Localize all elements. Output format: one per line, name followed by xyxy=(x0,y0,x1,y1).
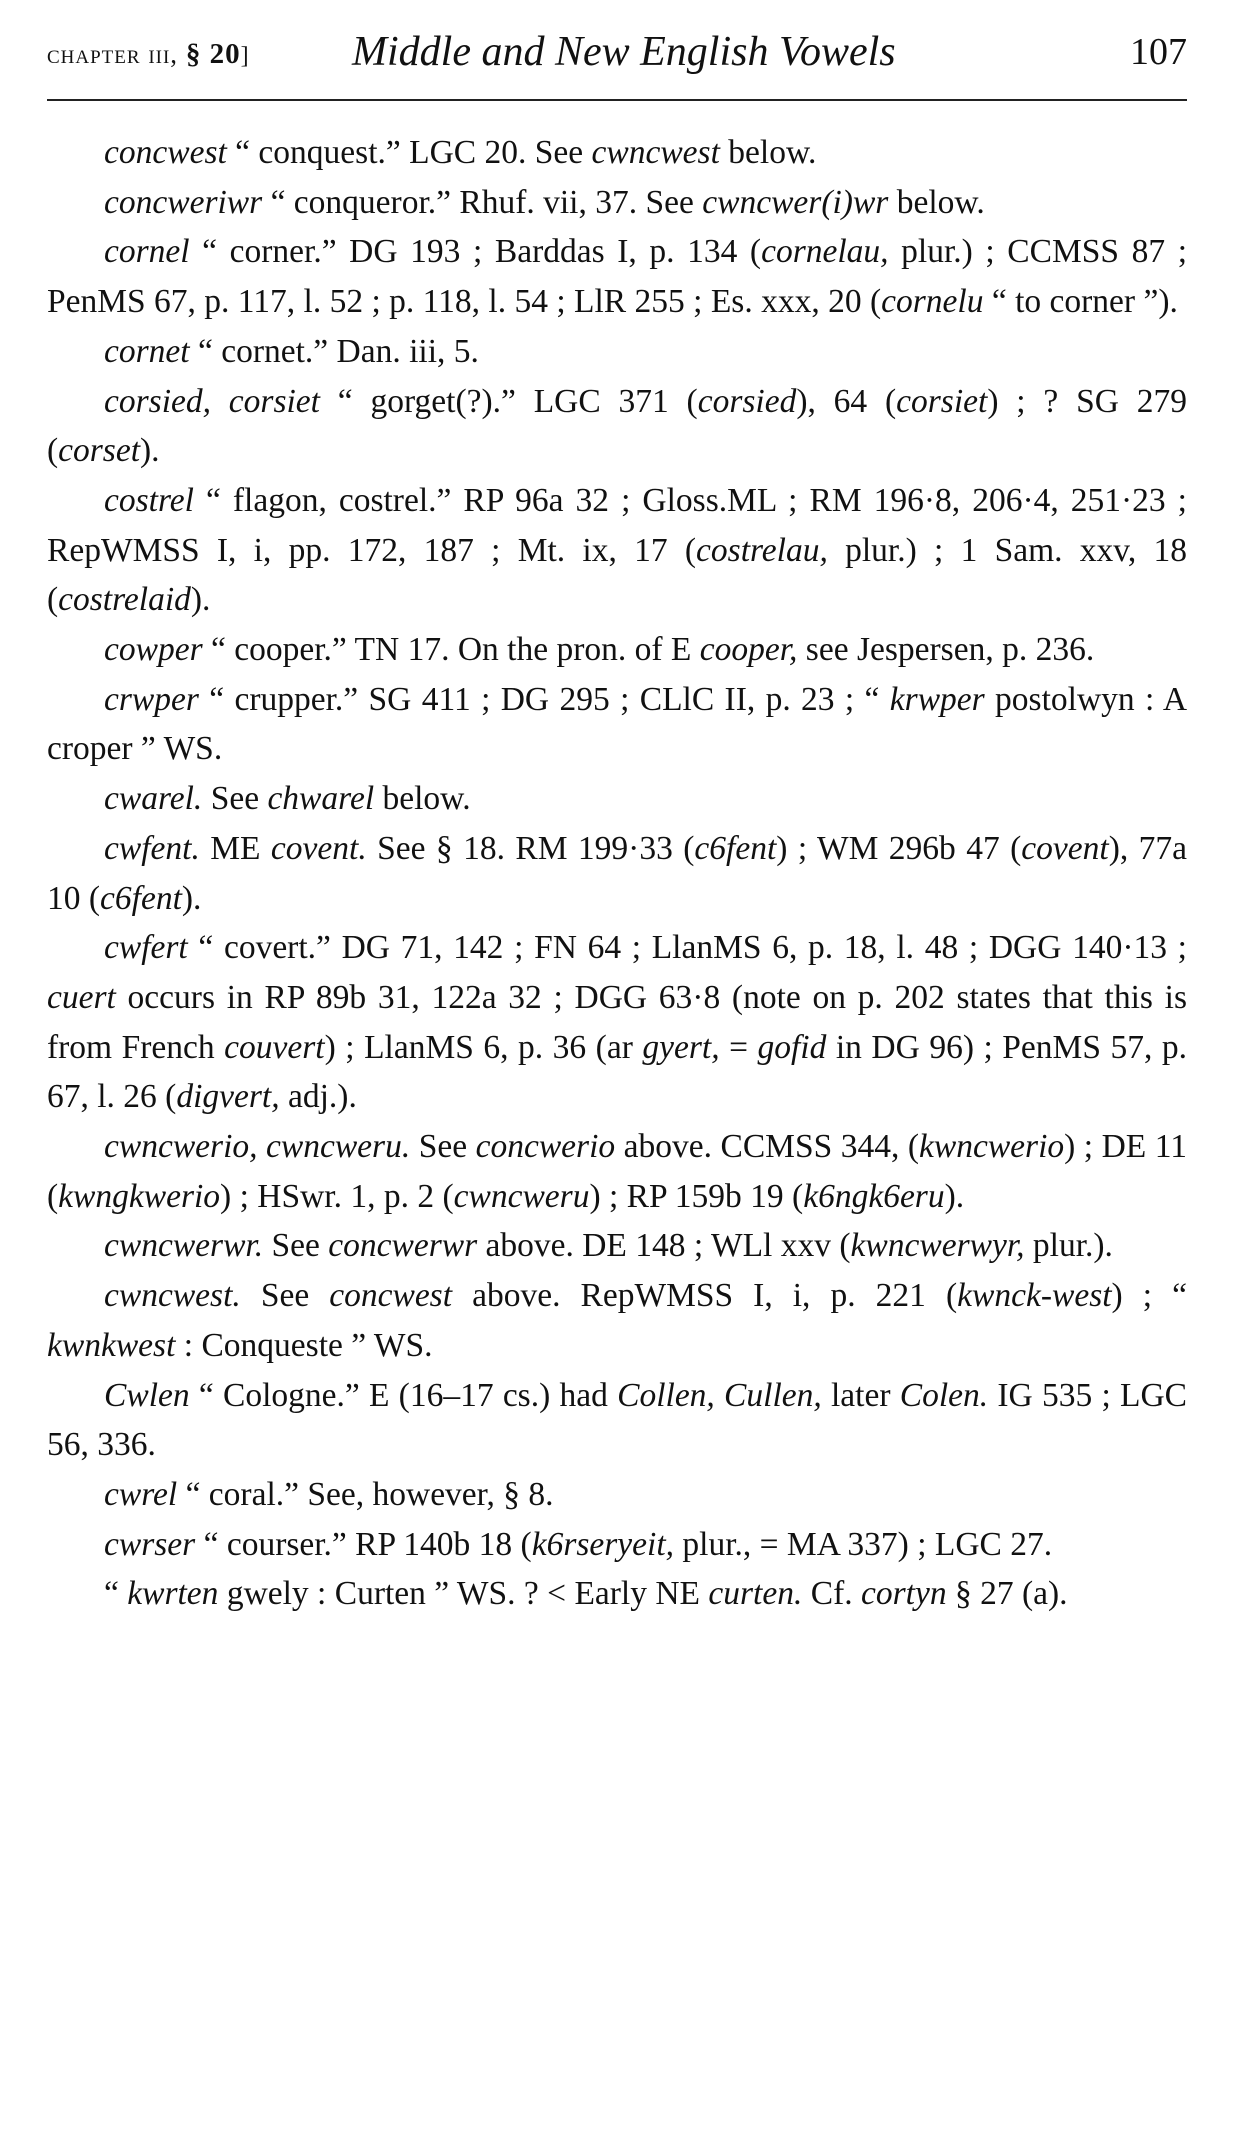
italic-term: concwest xyxy=(329,1277,453,1315)
italic-term: covent. xyxy=(270,829,367,867)
italic-term: Collen, Cullen, xyxy=(617,1376,822,1414)
entry-text: plur.). xyxy=(1024,1227,1113,1265)
italic-term: cuert xyxy=(47,978,116,1016)
dictionary-entry xyxy=(47,923,1187,1122)
italic-term: costrel xyxy=(104,481,194,519)
dictionary-entry xyxy=(47,327,1187,377)
italic-term: k6rseryeit, xyxy=(531,1525,675,1563)
dictionary-entry xyxy=(47,178,1187,228)
italic-term: kwngkwerio xyxy=(58,1177,221,1215)
dictionary-entry xyxy=(47,824,1187,923)
italic-term: concwest xyxy=(104,134,227,171)
italic-term: cwncwest. xyxy=(104,1277,241,1315)
dictionary-entry xyxy=(47,128,1187,178)
italic-term: cwncwest xyxy=(591,134,720,171)
italic-term: Cwlen xyxy=(104,1376,190,1414)
entry-text: plur., = MA 337) ; LGC 27. xyxy=(674,1525,1053,1563)
entry-text: § 27 (a). xyxy=(946,1575,1068,1613)
page-number: 107 xyxy=(1130,31,1187,73)
italic-term: cooper, xyxy=(699,631,798,669)
italic-term: krwper xyxy=(889,680,985,718)
italic-term: costrelaid xyxy=(58,581,191,619)
italic-term: gyert, xyxy=(642,1028,720,1066)
italic-term: corsied, corsiet xyxy=(104,382,320,420)
entry-text: above. CCMSS 344, ( xyxy=(615,1128,919,1166)
italic-term: cwarel. xyxy=(104,780,203,818)
entry-text: below. xyxy=(374,780,471,818)
italic-term: cornelu xyxy=(881,283,984,321)
entry-text: occurs in RP 89b 31, 122a 32 ; DGG 63·8 (note on p. 202 states that this is from French xyxy=(47,978,1187,1066)
italic-term: kwncwerwyr, xyxy=(850,1227,1025,1265)
dictionary-entry xyxy=(47,1371,1187,1470)
entry-text: “ Cologne.” E (16–17 cs.) had xyxy=(189,1376,618,1414)
header-rule xyxy=(47,99,1187,101)
dictionary-entry xyxy=(47,1569,1187,1619)
entry-text: ), 77a 10 ( xyxy=(47,829,1188,917)
entry-text: see Jespersen, p. 236. xyxy=(797,631,1095,669)
entry-text: ) ; DE 11 ( xyxy=(47,1128,1187,1215)
entry-text: plur.) ; 1 Sam. xxv, 18 ( xyxy=(47,531,1187,619)
entry-text: See xyxy=(202,780,268,818)
italic-term: corsied xyxy=(697,382,797,420)
italic-term: concweriwr xyxy=(104,183,263,221)
italic-term: cwrser xyxy=(104,1525,196,1563)
dictionary-entry xyxy=(47,774,1187,824)
entry-text: “ corner.” DG 193 ; Barddas I, p. 134 ( xyxy=(189,233,762,271)
italic-term: gofid xyxy=(757,1028,827,1066)
entry-text: IG 535 ; LGC 56, 336. xyxy=(47,1376,1188,1464)
entry-list xyxy=(47,128,1187,1619)
entry-text: See xyxy=(240,1277,330,1315)
italic-term: cornelau, xyxy=(761,233,889,271)
entry-text: adj.). xyxy=(279,1078,357,1116)
entry-text: below. xyxy=(888,183,985,221)
running-header xyxy=(47,28,1187,88)
italic-term: cwncwerio, cwncweru. xyxy=(104,1128,411,1166)
italic-term: curten. xyxy=(708,1575,803,1613)
entry-text: “ courser.” RP 140b 18 ( xyxy=(195,1525,532,1563)
italic-term: c6fent xyxy=(100,879,182,917)
chapter-label: chapter iii, xyxy=(47,39,186,69)
italic-term: cwncwer(i)wr xyxy=(702,183,889,221)
dictionary-entry xyxy=(47,377,1187,476)
italic-term: kwnkwest xyxy=(47,1326,176,1364)
entry-text: below. xyxy=(719,134,817,171)
entry-text: ) ; ? SG 279 ( xyxy=(47,382,1187,470)
chapter-reference xyxy=(47,38,250,71)
entry-text: ), 64 ( xyxy=(796,382,897,420)
entry-text: postolwyn : A croper ” WS. xyxy=(47,680,1188,768)
italic-term: kwrten xyxy=(127,1575,219,1613)
entry-text: ) ; RP 159b 19 ( xyxy=(589,1177,804,1215)
entry-text: plur.) ; CCMSS 87 ; PenMS 67, p. 117, l. 52 ; p. 118, l. 54 ; LlR 255 ; Es. xxx, 20 ( xyxy=(47,233,1188,321)
italic-term: chwarel xyxy=(267,780,375,818)
entry-text: above. RepWMSS I, i, p. 221 ( xyxy=(452,1277,958,1315)
entry-text: “ gorget(?).” LGC 371 ( xyxy=(319,382,698,420)
entry-text: gwely : Curten ” WS. ? < Early NE xyxy=(218,1575,709,1613)
entry-text: “ xyxy=(104,1575,128,1613)
entry-text: ) ; WM 296b 47 ( xyxy=(776,829,1022,867)
italic-term: k6ngk6eru xyxy=(803,1177,945,1215)
bracket: ] xyxy=(240,43,250,69)
entry-text: ). xyxy=(944,1177,965,1215)
entry-text: “ cooper.” TN 17. On the pron. of E xyxy=(202,631,700,669)
entry-text: ). xyxy=(181,879,202,917)
entry-text: “ flagon, costrel.” RP 96a 32 ; Gloss.ML ; RM 196·8, 206·4, 251·23 ; RepWMSS I, i, pp. 172, 187 ; Mt. ix, 17 ( xyxy=(47,481,1187,569)
section-number: § 20 xyxy=(185,38,241,70)
dictionary-entry xyxy=(47,476,1187,625)
dictionary-entry xyxy=(47,1271,1187,1370)
italic-term: kwncwerio xyxy=(918,1128,1065,1166)
italic-term: cwncwerwr. xyxy=(104,1227,264,1265)
dictionary-entry xyxy=(47,1520,1187,1570)
entry-text: ) ; HSwr. 1, p. 2 ( xyxy=(220,1177,454,1215)
italic-term: cornel xyxy=(104,233,190,271)
entry-text: “ covert.” DG 71, 142 ; FN 64 ; LlanMS 6, p. 18, l. 48 ; DGG 140·13 ; xyxy=(187,929,1187,967)
entry-text: above. DE 148 ; WLl xxv ( xyxy=(477,1227,851,1265)
italic-term: c6fent xyxy=(694,829,777,867)
entry-text: “ coral.” See, however, § 8. xyxy=(177,1475,554,1513)
dictionary-entry xyxy=(47,675,1187,774)
italic-term: cwfent. xyxy=(104,829,200,867)
entry-text: in DG 96) ; PenMS 57, p. 67, l. 26 ( xyxy=(47,1028,1187,1116)
italic-term: digvert, xyxy=(176,1078,280,1116)
entry-text: later xyxy=(821,1376,900,1414)
italic-term: corsiet xyxy=(896,382,988,420)
entry-text: See xyxy=(410,1128,476,1166)
entry-text: ). xyxy=(140,432,160,470)
entry-text: “ cornet.” Dan. iii, 5. xyxy=(189,332,479,370)
italic-term: Colen. xyxy=(899,1376,989,1414)
italic-term: cowper xyxy=(104,631,203,669)
italic-term: concwerwr xyxy=(328,1227,478,1265)
dictionary-entry xyxy=(47,625,1187,675)
italic-term: crwper xyxy=(104,680,199,718)
italic-term: covent xyxy=(1021,829,1109,867)
entry-text: “ conqueror.” Rhuf. vii, 37. See xyxy=(262,183,703,221)
entry-text: “ to corner ”). xyxy=(983,283,1178,321)
italic-term: couvert xyxy=(224,1028,325,1066)
dictionary-entry xyxy=(47,1221,1187,1271)
italic-term: costrelau, xyxy=(696,531,828,569)
entry-text: Cf. xyxy=(802,1575,861,1613)
dictionary-entry xyxy=(47,227,1187,326)
dictionary-entry xyxy=(47,1122,1187,1221)
entry-text: “ crupper.” SG 411 ; DG 295 ; CLlC II, p. 23 ; “ xyxy=(198,680,890,718)
entry-text: “ conquest.” LGC 20. See xyxy=(226,134,592,171)
italic-term: corset xyxy=(58,432,141,470)
entry-text: ) ; LlanMS 6, p. 36 (ar xyxy=(324,1028,643,1066)
entry-text: ). xyxy=(190,581,211,619)
italic-term: cortyn xyxy=(861,1575,947,1613)
entry-text: See § 18. RM 199·33 ( xyxy=(366,829,695,867)
entry-text: : Conqueste ” WS. xyxy=(175,1326,433,1364)
italic-term: cwfert xyxy=(104,929,188,967)
italic-term: concwerio xyxy=(475,1128,616,1166)
dictionary-entry xyxy=(47,1470,1187,1520)
entry-text: See xyxy=(263,1227,329,1265)
entry-text: = xyxy=(719,1028,758,1066)
entry-text: ) ; “ xyxy=(1111,1277,1187,1315)
italic-term: cwrel xyxy=(104,1475,178,1513)
italic-term: kwnck-west xyxy=(957,1277,1112,1315)
entry-text: ME xyxy=(199,829,271,867)
italic-term: cwncweru xyxy=(453,1177,590,1215)
page-title: Middle and New English Vowels xyxy=(352,29,896,75)
italic-term: cornet xyxy=(104,332,190,370)
